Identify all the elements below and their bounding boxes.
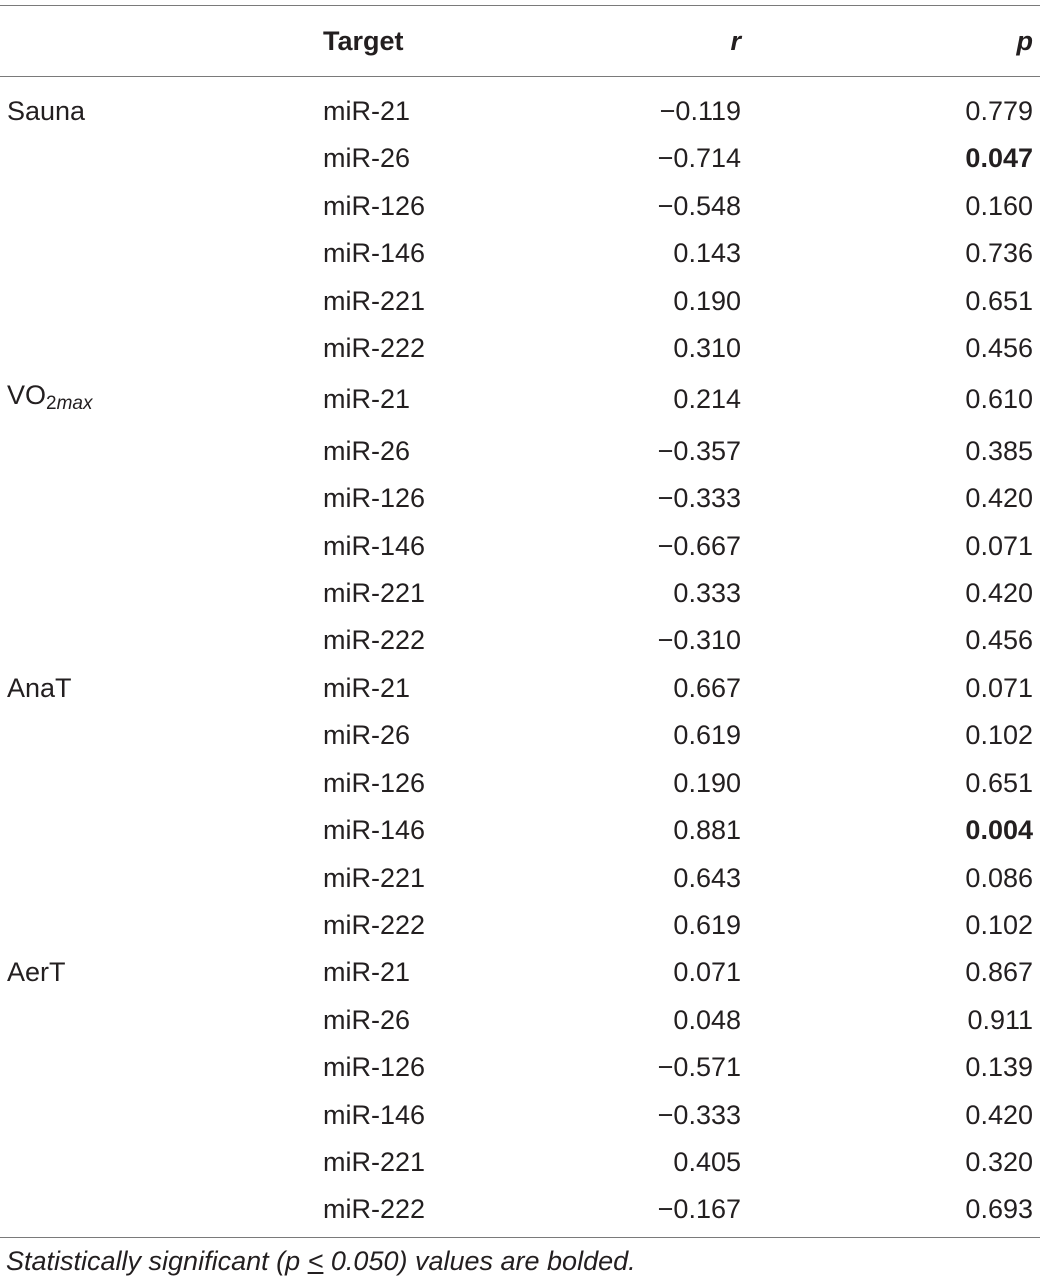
p-value-cell: 0.086 (965, 862, 1033, 893)
p-value-cell: 0.867 (965, 957, 1033, 988)
table-footnote (6, 1244, 636, 1278)
table-row (0, 428, 1040, 475)
header-target: Target (323, 26, 404, 56)
p-value-cell: 0.071 (965, 672, 1033, 703)
p-value-cell: 0.102 (965, 720, 1033, 751)
r-value-cell: −0.548 (657, 190, 741, 221)
target-cell: miR-146 (323, 238, 426, 269)
target-cell: miR-221 (323, 285, 426, 316)
group-label (0, 428, 323, 475)
p-value-cell: 0.420 (965, 483, 1033, 514)
r-value-cell: 0.071 (673, 957, 741, 988)
target-cell: miR-21 (323, 384, 411, 415)
p-value-cell: 0.385 (965, 435, 1033, 466)
table-row (0, 135, 1040, 182)
group-label (0, 372, 323, 427)
target-cell: miR-26 (323, 1004, 411, 1035)
target-cell: miR-222 (323, 1194, 426, 1225)
target-cell: miR-146 (323, 1099, 426, 1130)
target-cell: miR-26 (323, 720, 411, 751)
target-cell: miR-126 (323, 767, 426, 798)
r-value-cell: 0.643 (673, 862, 741, 893)
target-cell: miR-146 (323, 530, 426, 561)
table-row (0, 325, 1040, 372)
table-row (0, 997, 1040, 1044)
group-label (0, 1139, 323, 1186)
group-label (0, 278, 323, 325)
footnote-symbol: < (307, 1246, 324, 1276)
p-value-cell: 0.320 (965, 1146, 1033, 1177)
group-label-text: VO (7, 380, 47, 411)
table-bottom-rule (0, 1237, 1040, 1238)
subscript-digit: 2 (46, 393, 57, 415)
p-value-cell: 0.456 (965, 625, 1033, 656)
r-value-cell: −0.667 (657, 530, 741, 561)
p-value-cell: 0.736 (965, 238, 1033, 269)
table-row (0, 665, 1040, 712)
p-value-cell: 0.456 (965, 333, 1033, 364)
group-label (0, 570, 323, 617)
group-label (0, 665, 323, 712)
table-row (0, 617, 1040, 664)
table-row (0, 1139, 1040, 1186)
group-label (0, 617, 323, 664)
r-value-cell: 0.619 (673, 909, 741, 940)
target-cell: miR-21 (323, 96, 411, 126)
p-value-cell: 0.004 (965, 815, 1033, 846)
group-label-text: AerT (7, 957, 66, 988)
table-row (0, 1044, 1040, 1091)
table-row (0, 855, 1040, 902)
r-value-cell: −0.571 (657, 1052, 741, 1083)
p-value-cell: 0.779 (965, 96, 1033, 126)
group-label-text: AnaT (7, 672, 72, 703)
r-value-cell: 0.405 (673, 1146, 741, 1177)
table-row (0, 230, 1040, 277)
subscript-italic: max (56, 393, 93, 415)
group-label-subscript (46, 393, 92, 414)
r-value-cell: −0.310 (657, 625, 741, 656)
p-value-cell: 0.693 (965, 1194, 1033, 1225)
target-cell: miR-126 (323, 190, 426, 221)
group-label (0, 1092, 323, 1139)
group-label (0, 712, 323, 759)
table-row (0, 183, 1040, 230)
r-value-cell: 0.214 (673, 384, 741, 415)
group-label (0, 135, 323, 182)
table-row (0, 902, 1040, 949)
header-row (0, 18, 1040, 65)
r-value-cell: −0.333 (657, 483, 741, 514)
target-cell: miR-222 (323, 909, 426, 940)
target-cell: miR-26 (323, 143, 411, 174)
p-value-cell: 0.651 (965, 285, 1033, 316)
group-label (0, 997, 323, 1044)
header-p: p (1016, 26, 1033, 56)
target-cell: miR-126 (323, 483, 426, 514)
p-value-cell: 0.139 (965, 1052, 1033, 1083)
target-cell: miR-221 (323, 1146, 426, 1177)
header-group (0, 18, 323, 65)
p-value-cell: 0.102 (965, 909, 1033, 940)
table-row (0, 88, 1040, 135)
group-label (0, 523, 323, 570)
table-row (0, 1092, 1040, 1139)
footnote-before: Statistically significant (p (6, 1246, 308, 1276)
r-value-cell: 0.190 (673, 767, 741, 798)
table-row (0, 949, 1040, 996)
group-label (0, 1186, 323, 1233)
r-value-cell: 0.333 (673, 578, 741, 609)
table-row (0, 570, 1040, 617)
table-row (0, 372, 1040, 427)
group-label (0, 1044, 323, 1091)
r-value-cell: 0.048 (673, 1004, 741, 1035)
r-value-cell: 0.143 (673, 238, 741, 269)
group-label (0, 855, 323, 902)
group-label (0, 183, 323, 230)
r-value-cell: 0.190 (673, 285, 741, 316)
group-label (0, 230, 323, 277)
target-cell: miR-221 (323, 862, 426, 893)
group-label (0, 902, 323, 949)
group-label (0, 760, 323, 807)
target-cell: miR-222 (323, 625, 426, 656)
group-label (0, 325, 323, 372)
table-row (0, 760, 1040, 807)
p-value-cell: 0.160 (965, 190, 1033, 221)
header-r: r (730, 26, 741, 56)
group-label-text: Sauna (7, 96, 86, 126)
p-value-cell: 0.610 (965, 384, 1033, 415)
footnote-after: 0.050) values are bolded. (323, 1246, 636, 1276)
target-cell: miR-21 (323, 672, 411, 703)
p-value-cell: 0.420 (965, 578, 1033, 609)
table-row (0, 278, 1040, 325)
table-row (0, 712, 1040, 759)
r-value-cell: 0.619 (673, 720, 741, 751)
r-value-cell: −0.167 (657, 1194, 741, 1225)
table-row (0, 475, 1040, 522)
group-label (0, 949, 323, 996)
r-value-cell: −0.333 (657, 1099, 741, 1130)
table-row (0, 523, 1040, 570)
target-cell: miR-26 (323, 435, 411, 466)
p-value-cell: 0.911 (967, 1004, 1033, 1035)
r-value-cell: 0.667 (673, 672, 741, 703)
r-value-cell: −0.714 (657, 143, 741, 174)
r-value-cell: 0.881 (673, 815, 741, 846)
p-value-cell: 0.071 (965, 530, 1033, 561)
r-value-cell: −0.119 (659, 96, 741, 126)
r-value-cell: −0.357 (657, 435, 741, 466)
group-label (0, 475, 323, 522)
target-cell: miR-222 (323, 333, 426, 364)
target-cell: miR-221 (323, 578, 426, 609)
table-top-rule (0, 5, 1040, 6)
table-body (0, 88, 1040, 1234)
table-row (0, 807, 1040, 854)
target-cell: miR-146 (323, 815, 426, 846)
group-label (0, 88, 323, 135)
p-value-cell: 0.651 (965, 767, 1033, 798)
r-value-cell: 0.310 (673, 333, 741, 364)
group-label (0, 807, 323, 854)
table-row (0, 1186, 1040, 1233)
target-cell: miR-21 (323, 957, 411, 988)
p-value-cell: 0.047 (965, 143, 1033, 174)
correlation-table (0, 18, 1040, 1234)
target-cell: miR-126 (323, 1052, 426, 1083)
p-value-cell: 0.420 (965, 1099, 1033, 1130)
